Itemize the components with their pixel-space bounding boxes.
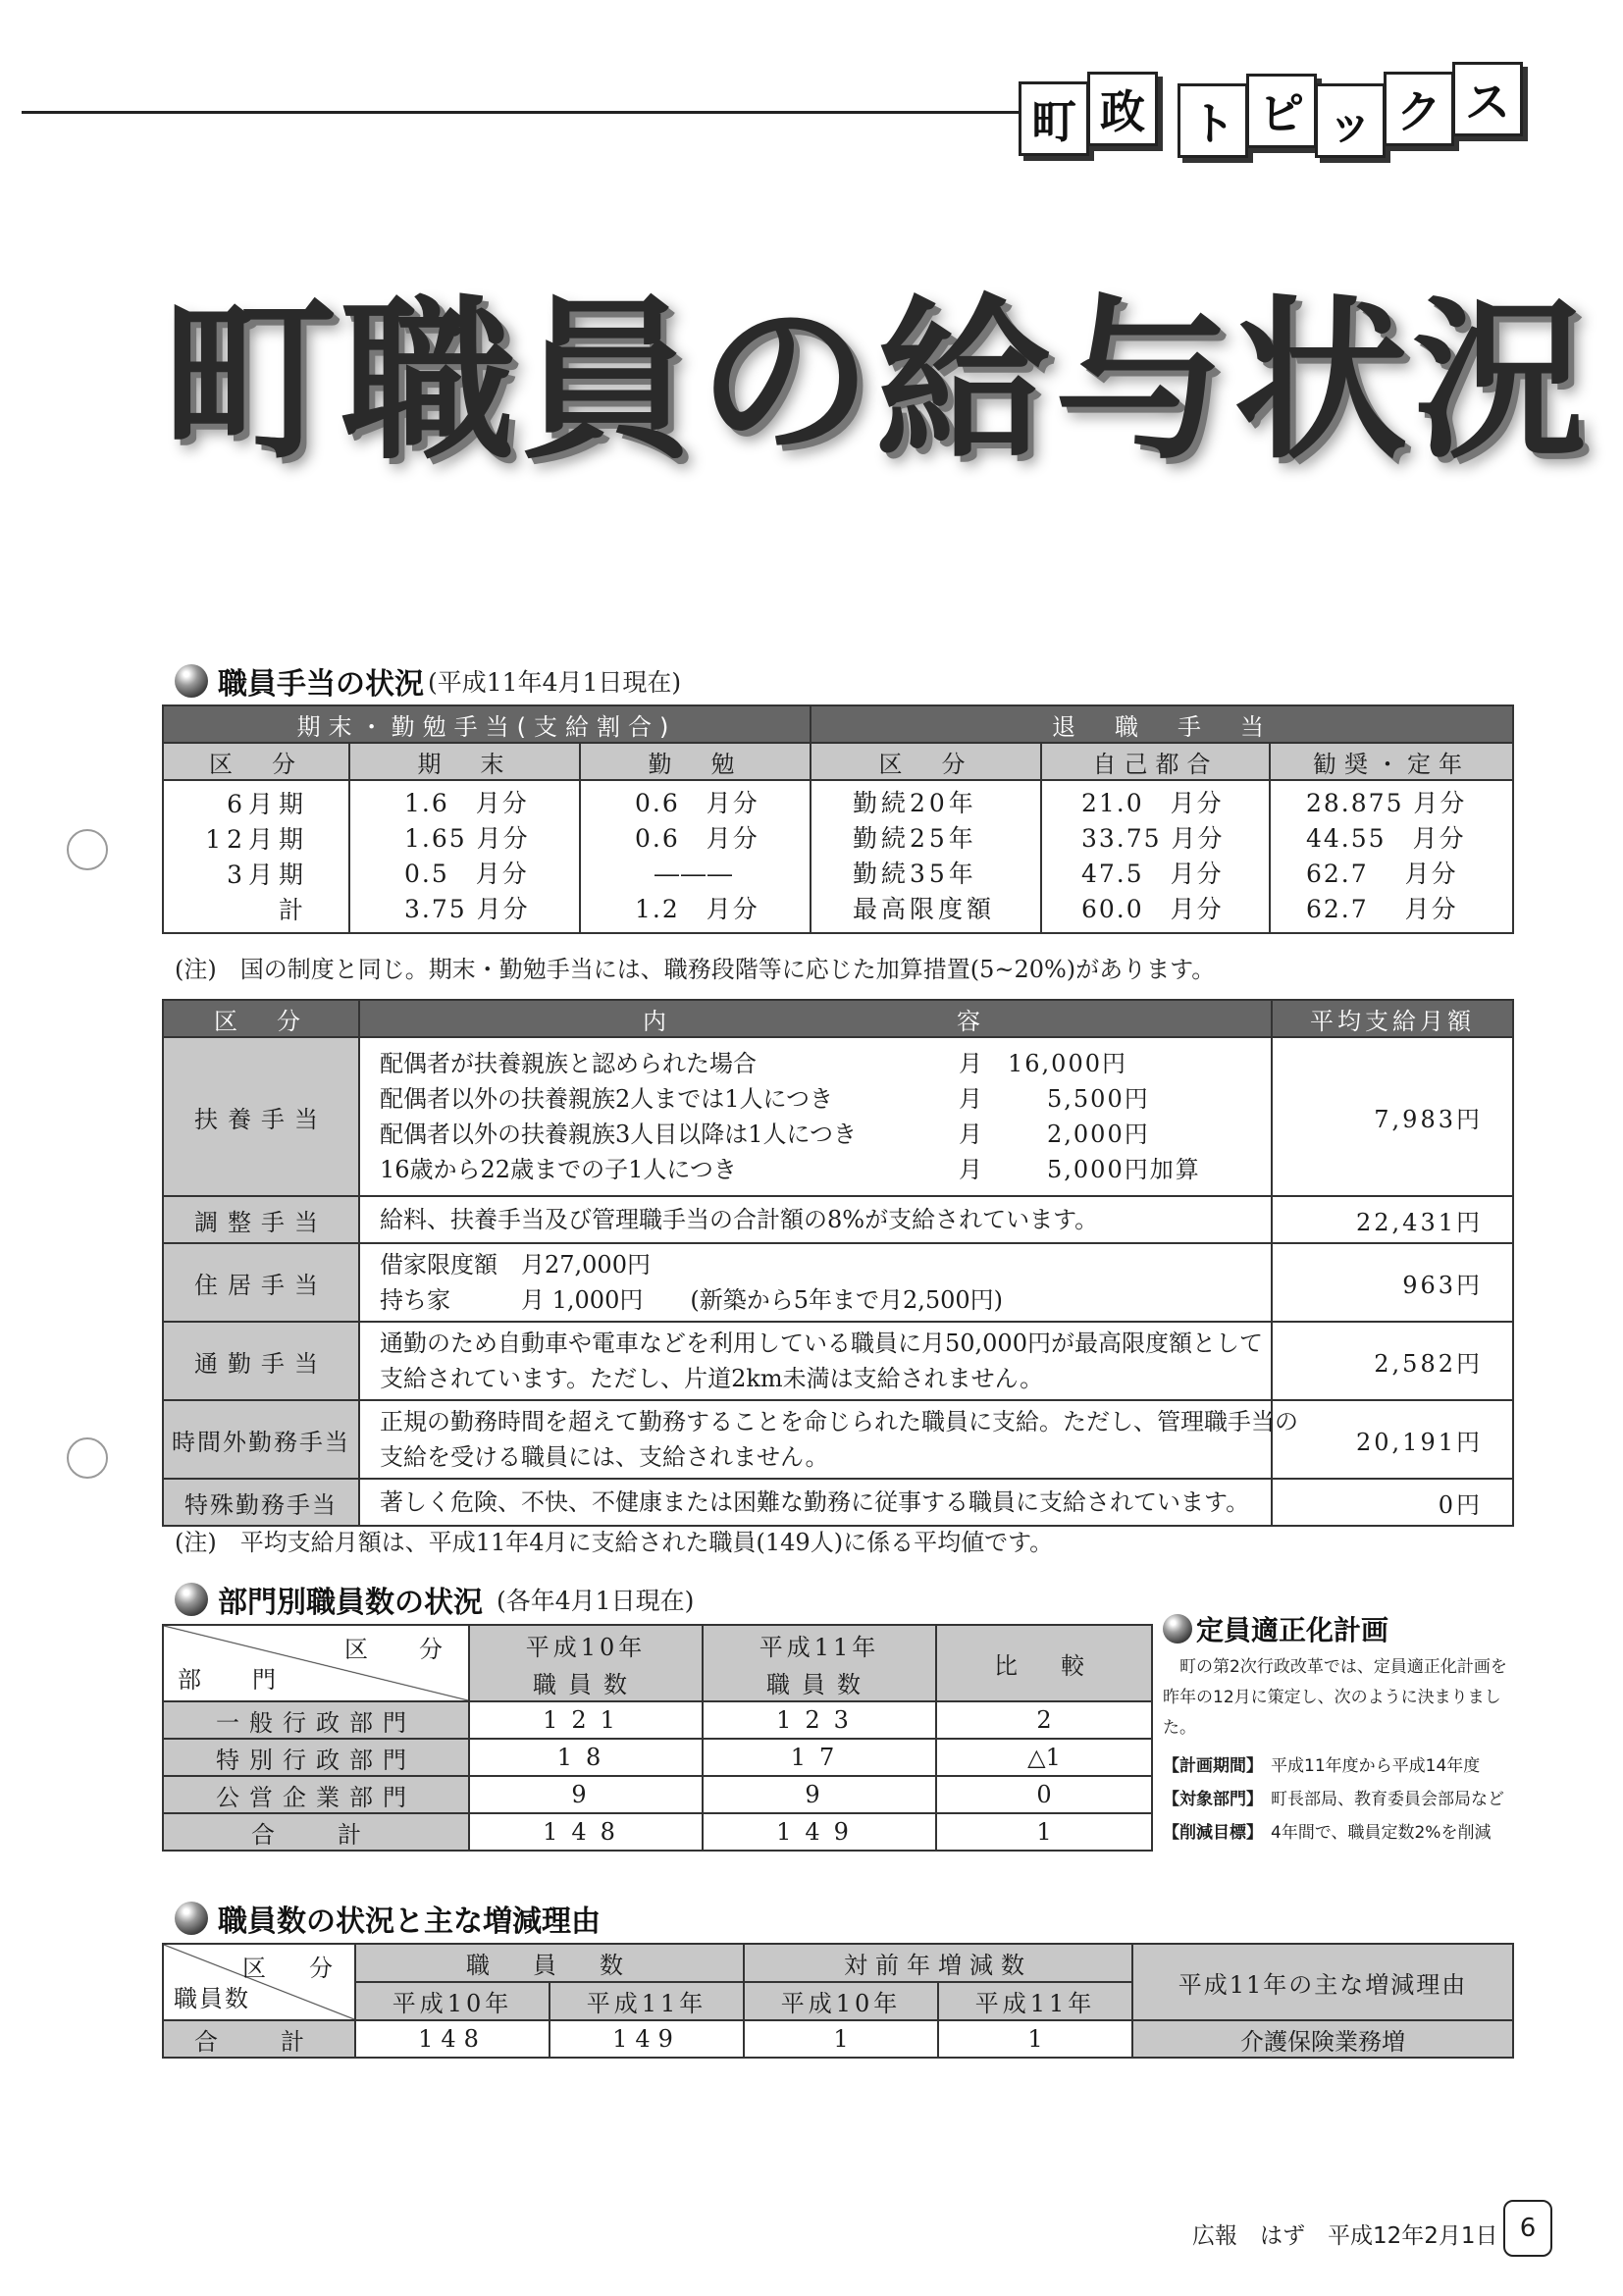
col-header: 平成10年 [744,1982,938,2020]
retire-jiko-col [1041,780,1270,933]
staff-change-table [162,1943,1514,2059]
cell: △1 [936,1739,1152,1776]
retire-kubun-col [811,780,1041,933]
section-heading-staff-change [175,1897,601,1940]
table-row [163,1739,1152,1776]
col-header: 平成11年 [703,1625,936,1663]
col-header: 勧奨・定年 [1270,743,1513,780]
plan-item: 【計画期間】 平成11年度から平成14年度 [1163,1756,1481,1776]
col-header: 自己都合 [1041,743,1270,780]
row-header: 時間外勤務手当 [163,1400,359,1479]
plan-item: 【対象部門】 町長部局、教育委員会部局など [1163,1790,1504,1809]
avg-amount: 22,431円 [1272,1196,1513,1243]
fuyo-content [359,1037,1272,1196]
tsukin-line: 支給されています。ただし、片道2km未満は支給されません。 [380,1365,1044,1392]
note-allowances: (注) 国の制度と同じ。期末・勤勉手当には、職務段階等に応じた加算措置(5~20%)があります。 [175,956,1216,983]
kimatsu-col [349,780,580,933]
badge-char: ス [1452,62,1523,136]
section-heading-allowances [175,659,681,703]
col-header: 勤 勉 [580,743,811,780]
group-header: 職 員 数 [355,1944,744,1982]
cell: ――― [654,860,734,888]
cell: 44.55 月分 [1306,824,1466,853]
cell: 6月期 [227,790,309,818]
row-header: 合 計 [163,2020,355,2058]
diag-bottom-label: 部 門 [178,1666,289,1694]
cell: 勤続25年 [853,824,977,853]
cell: 149 [703,1813,936,1851]
col-header: 区 分 [163,1000,359,1037]
section-badges [1019,54,1548,172]
jikangai-content [359,1400,1298,1479]
cell: 1 [936,1813,1152,1851]
cell: 最高限度額 [853,895,996,923]
avg-amount: 7,983円 [1272,1037,1513,1196]
diag-top-label: 区 分 [344,1636,456,1663]
col-header: 内 容 [359,1000,1272,1037]
badge-char: ピ [1246,74,1317,148]
bullet-icon [175,664,208,698]
bullet-icon [175,1583,208,1616]
group-header-bonus: 期末・勤勉手当(支給割合) [163,705,811,743]
cell: 0.5 月分 [404,860,529,888]
badge-char: ト [1178,83,1248,158]
cell: 1.6 月分 [404,789,529,817]
cell: 0.6 月分 [635,824,759,853]
cell: 18 [469,1739,703,1776]
cell: 123 [703,1701,936,1739]
tokushu-content: 著しく危険、不快、不健康または困難な勤務に従事する職員に支給されています。 [359,1479,1272,1526]
cell: 0 [936,1776,1152,1813]
cell: 33.75 月分 [1081,824,1225,853]
badge-char: 町 [1019,81,1089,156]
col-header: 平均支給月額 [1272,1000,1513,1037]
section-heading-departments [175,1578,694,1621]
retire-kansho-col [1270,780,1513,933]
cell: 0.6 月分 [635,789,759,817]
avg-amount: 20,191円 [1272,1400,1513,1479]
cell: 28.875 月分 [1306,789,1467,817]
cell: 1.65 月分 [404,824,530,853]
badge-char: 政 [1087,72,1158,146]
row-header: 合 計 [163,1813,469,1851]
other-allowances-table [162,999,1514,1527]
col-header: 職員数 [703,1663,936,1701]
cell: 60.0 月分 [1081,895,1224,923]
cell: 12月期 [205,825,309,854]
cell: 148 [355,2020,550,2058]
section-subtitle: (平成11年4月1日現在) [428,668,682,697]
cell: 21.0 月分 [1081,789,1224,817]
cell: 148 [469,1813,703,1851]
section-title: 部門別職員数の状況 [218,1586,483,1620]
col-header: 平成11年の主な増減理由 [1132,1944,1513,2020]
cell: 9 [469,1776,703,1813]
row-header: 通勤手当 [163,1322,359,1400]
jukyo-content [359,1243,1272,1322]
jikangai-line: 支給を受ける職員には、支給されません。 [380,1443,829,1471]
badge-char: ッ [1315,83,1386,158]
row-header: 特殊勤務手当 [163,1479,359,1526]
cell: 121 [469,1701,703,1739]
cell: 62.7 月分 [1306,895,1458,923]
table-row [163,1776,1152,1813]
col-header: 比 較 [936,1625,1152,1701]
row-header: 特別行政部門 [163,1739,469,1776]
cell: 勤続20年 [853,789,977,817]
diagonal-header [163,1625,469,1701]
row-header: 扶養手当 [163,1037,359,1196]
note-average: (注) 平均支給月額は、平成11年4月に支給された職員(149人)に係る平均値です。 [175,1529,1054,1556]
cell: 2 [936,1701,1152,1739]
allowance-table [162,704,1514,934]
cell: 3.75 月分 [404,895,530,923]
diagonal-header [163,1944,355,2020]
punch-hole-top [67,829,108,870]
bonus-period-col [163,780,349,933]
cell: 17 [703,1739,936,1776]
page-title: 町職員の給与状況 [162,280,1591,483]
row-header: 一般行政部門 [163,1701,469,1739]
cell: 勤続35年 [853,860,977,888]
col-header: 職員数 [469,1663,703,1701]
footer-text: 広報 はず 平成12年2月1日 [1192,2223,1498,2249]
diag-top-label: 区 分 [242,1955,342,1982]
cell: 62.7 月分 [1306,860,1458,888]
row-header: 住居手当 [163,1243,359,1322]
col-header: 平成10年 [469,1625,703,1663]
plan-item: 【削減目標】 4年間で、職員定数2%を削減 [1163,1823,1492,1843]
col-header: 区 分 [163,743,349,780]
chosei-content: 給料、扶養手当及び管理職手当の合計額の8%が支給されています。 [359,1196,1272,1243]
col-header: 区 分 [811,743,1041,780]
cell: 9 [703,1776,936,1813]
cell: 3月期 [227,861,309,889]
department-table [162,1624,1153,1852]
tsukin-content [359,1322,1272,1400]
table-row [163,2020,1513,2058]
fuyo-line: 配偶者以外の扶養親族3人目以降は1人につき 月 2,000円 [380,1121,1150,1148]
row-header: 調整手当 [163,1196,359,1243]
section-heading-plan [1163,1609,1521,1648]
table-row [163,1701,1152,1739]
staffing-plan-box [1163,1609,1521,1850]
group-header: 対前年増減数 [744,1944,1132,1982]
badge-char: ク [1384,72,1454,146]
fuyo-line: 配偶者が扶養親族と認められた場合 月 16,000円 [380,1050,1127,1077]
page-number: 6 [1503,2200,1552,2257]
jikangai-line: 正規の勤務時間を超えて勤務することを命じられた職員に支給。ただし、管理職手当の [380,1408,1298,1435]
cell: 47.5 月分 [1081,860,1224,888]
section-title: 職員数の状況と主な増減理由 [218,1905,601,1939]
fuyo-line: 16歳から22歳までの子1人につき 月 5,000円加算 [380,1156,1201,1183]
group-header-retirement: 退 職 手 当 [811,705,1513,743]
jukyo-line: 借家限度額 月27,000円 [380,1251,651,1278]
punch-hole-bottom [67,1437,108,1479]
row-header: 公営企業部門 [163,1776,469,1813]
col-header: 平成11年 [550,1982,744,2020]
section-title: 定員適正化計画 [1196,1614,1389,1646]
avg-amount: 0円 [1272,1479,1513,1526]
tsukin-line: 通勤のため自動車や電車などを利用している職員に月50,000円が最高限度額として [380,1330,1263,1357]
table-row [163,1813,1152,1851]
avg-amount: 963円 [1272,1243,1513,1322]
col-header: 平成11年 [938,1982,1132,2020]
diag-bottom-label: 職員数 [174,1985,250,2012]
plan-body: 町の第2次行政改革では、定員適正化計画を昨年の12月に策定し、次のように決まりました。 [1163,1657,1507,1738]
avg-amount: 2,582円 [1272,1322,1513,1400]
cell: 計 [278,896,309,924]
col-header: 平成10年 [355,1982,550,2020]
cell: 介護保険業務増 [1132,2020,1513,2058]
cell: 149 [550,2020,744,2058]
bullet-icon [175,1902,208,1935]
header-rule [22,111,1032,114]
kinben-col [580,780,811,933]
cell: 1.2 月分 [635,895,759,923]
cell: 1 [744,2020,938,2058]
col-header: 期 末 [349,743,580,780]
cell: 1 [938,2020,1132,2058]
bullet-icon [1163,1614,1192,1644]
jukyo-line: 持ち家 月 1,000円 (新築から5年まで月2,500円) [380,1286,1004,1314]
fuyo-line: 配偶者以外の扶養親族2人までは1人につき 月 5,500円 [380,1085,1150,1113]
section-subtitle: (各年4月1日現在) [497,1587,695,1615]
section-title: 職員手当の状況 [218,667,424,702]
